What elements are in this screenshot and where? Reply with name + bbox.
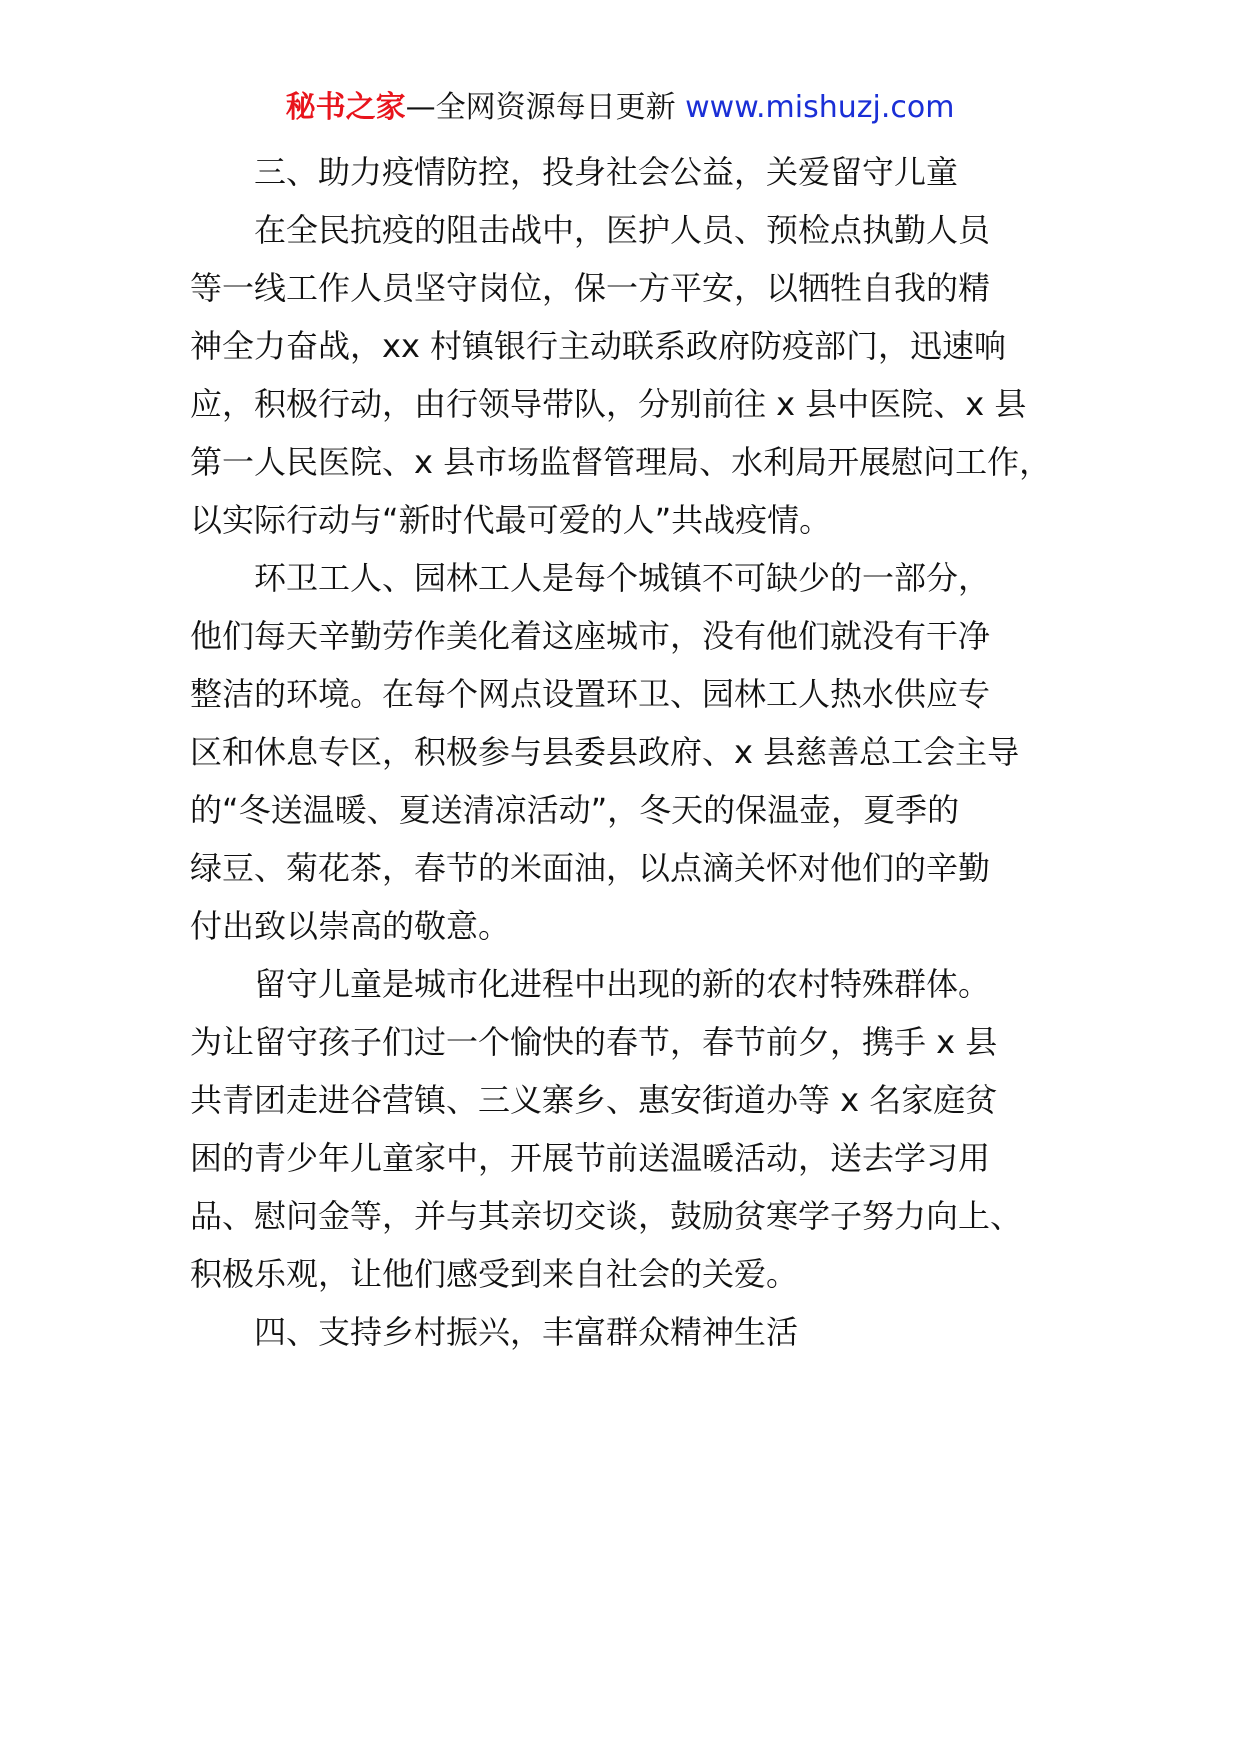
paragraph-line: 他们每天辛勤劳作美化着这座城市，没有他们就没有干净 <box>190 617 991 655</box>
paragraph-line: 应，积极行动，由行领导带队，分别前往 x 县中医院、x 县 <box>190 385 1027 423</box>
paragraph-line: 积极乐观，让他们感受到来自社会的关爱。 <box>190 1255 799 1293</box>
paragraph-line: 第一人民医院、x 县市场监督管理局、水利局开展慰问工作， <box>190 443 1052 481</box>
paragraph-line: 整洁的环境。在每个网点设置环卫、园林工人热水供应专 <box>190 675 991 713</box>
section-heading-3: 三、助力疫情防控，投身社会公益，关爱留守儿童 <box>254 153 959 191</box>
header-url-link[interactable]: www.mishuzj.com <box>685 90 955 125</box>
paragraph-line: 留守儿童是城市化进程中出现的新的农村特殊群体。 <box>254 965 991 1003</box>
paragraph-line: 绿豆、菊花茶，春节的米面油，以点滴关怀对他们的辛勤 <box>190 849 991 887</box>
paragraph-line: 的“冬送温暖、夏送清凉活动”，冬天的保温壶，夏季的 <box>190 791 960 829</box>
paragraph-line: 共青团走进谷营镇、三义寨乡、惠安街道办等 x 名家庭贫 <box>190 1081 998 1119</box>
paragraph-line: 等一线工作人员坚守岗位，保一方平安，以牺牲自我的精 <box>190 269 991 307</box>
paragraph-line: 困的青少年儿童家中，开展节前送温暖活动，送去学习用 <box>190 1139 991 1177</box>
section-heading-4: 四、支持乡村振兴，丰富群众精神生活 <box>254 1313 799 1351</box>
paragraph-line: 环卫工人、园林工人是每个城镇不可缺少的一部分， <box>254 559 991 597</box>
paragraph-line: 品、慰问金等，并与其亲切交谈，鼓励贫寒学子努力向上、 <box>190 1197 1023 1235</box>
page-header <box>0 86 1240 130</box>
brand-name: 秘书之家 <box>285 90 406 125</box>
paragraph-line: 付出致以崇高的敬意。 <box>190 907 511 945</box>
paragraph-line: 区和休息专区，积极参与县委县政府、x 县慈善总工会主导 <box>190 733 1020 771</box>
header-tagline: —全网资源每日更新 <box>405 90 676 125</box>
paragraph-line: 为让留守孩子们过一个愉快的春节，春节前夕，携手 x 县 <box>190 1023 998 1061</box>
paragraph-line: 以实际行动与“新时代最可爱的人”共战疫情。 <box>190 501 832 539</box>
paragraph-line: 在全民抗疫的阻击战中，医护人员、预检点执勤人员 <box>254 211 991 249</box>
paragraph-line: 神全力奋战，xx 村镇银行主动联系政府防疫部门，迅速响 <box>190 327 1007 365</box>
